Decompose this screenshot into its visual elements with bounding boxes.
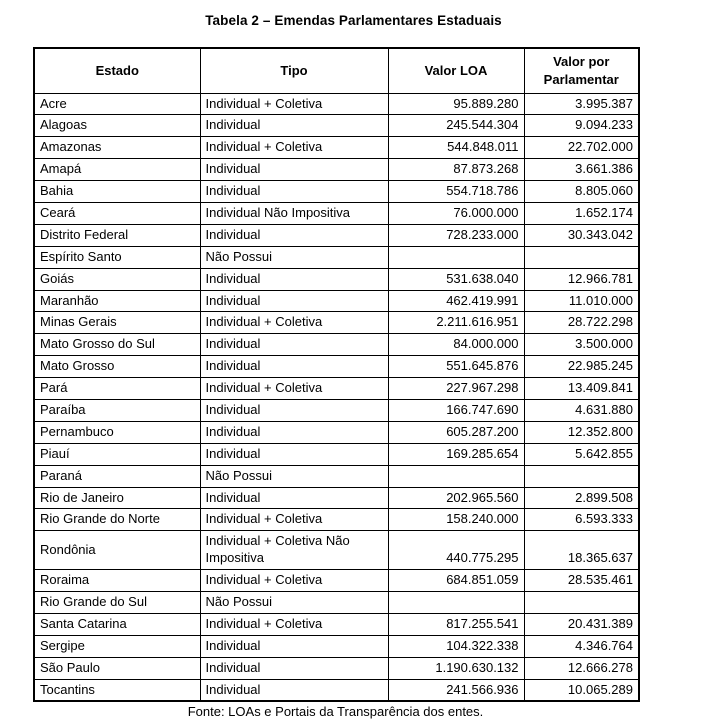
valor-loa-cell bbox=[388, 246, 524, 268]
tipo-cell: Individual bbox=[200, 159, 388, 181]
valor-parlamentar-cell bbox=[524, 465, 639, 487]
valor-parlamentar-cell: 11.010.000 bbox=[524, 290, 639, 312]
valor-parlamentar-cell: 1.652.174 bbox=[524, 202, 639, 224]
estado-cell: Paraíba bbox=[34, 399, 200, 421]
valor-parlamentar-cell: 3.995.387 bbox=[524, 93, 639, 115]
valor-parlamentar-cell: 12.352.800 bbox=[524, 421, 639, 443]
estado-cell: Rio Grande do Norte bbox=[34, 509, 200, 531]
estado-cell: Minas Gerais bbox=[34, 312, 200, 334]
valor-loa-cell bbox=[388, 465, 524, 487]
tipo-cell: Individual + Coletiva Não Impositiva bbox=[200, 531, 388, 570]
table-row bbox=[34, 613, 639, 635]
table-row bbox=[34, 378, 639, 400]
valor-loa-cell: 241.566.936 bbox=[388, 679, 524, 701]
valor-loa-cell: 544.848.011 bbox=[388, 137, 524, 159]
tipo-cell: Individual bbox=[200, 421, 388, 443]
valor-parlamentar-cell: 4.346.764 bbox=[524, 635, 639, 657]
estado-cell: Amazonas bbox=[34, 137, 200, 159]
table-row bbox=[34, 290, 639, 312]
valor-loa-cell: 245.544.304 bbox=[388, 115, 524, 137]
valor-loa-cell: 684.851.059 bbox=[388, 570, 524, 592]
tipo-cell: Individual bbox=[200, 443, 388, 465]
tipo-cell: Individual bbox=[200, 635, 388, 657]
valor-parlamentar-cell: 3.661.386 bbox=[524, 159, 639, 181]
valor-loa-cell: 462.419.991 bbox=[388, 290, 524, 312]
valor-loa-cell: 2.211.616.951 bbox=[388, 312, 524, 334]
valor-parlamentar-cell bbox=[524, 246, 639, 268]
emendas-table bbox=[33, 47, 640, 702]
estado-cell: Espírito Santo bbox=[34, 246, 200, 268]
table-row bbox=[34, 531, 639, 570]
valor-parlamentar-cell: 2.899.508 bbox=[524, 487, 639, 509]
tipo-cell: Individual Não Impositiva bbox=[200, 202, 388, 224]
estado-cell: Maranhão bbox=[34, 290, 200, 312]
table-row bbox=[34, 421, 639, 443]
estado-cell: Acre bbox=[34, 93, 200, 115]
tipo-cell: Individual + Coletiva bbox=[200, 613, 388, 635]
estado-cell: Roraima bbox=[34, 570, 200, 592]
valor-loa-cell: 554.718.786 bbox=[388, 181, 524, 203]
valor-parlamentar-cell: 18.365.637 bbox=[524, 531, 639, 570]
table-row bbox=[34, 679, 639, 701]
tipo-cell: Individual + Coletiva bbox=[200, 378, 388, 400]
table-row bbox=[34, 570, 639, 592]
source-note: Fonte: LOAs e Portais da Transparência dos entes. bbox=[187, 704, 484, 719]
tipo-cell: Não Possui bbox=[200, 465, 388, 487]
header-row bbox=[34, 48, 639, 93]
estado-cell: Distrito Federal bbox=[34, 224, 200, 246]
estado-cell: Paraná bbox=[34, 465, 200, 487]
tipo-cell: Individual + Coletiva bbox=[200, 93, 388, 115]
valor-parlamentar-cell: 28.722.298 bbox=[524, 312, 639, 334]
table-row bbox=[34, 399, 639, 421]
tipo-cell: Individual bbox=[200, 679, 388, 701]
estado-cell: Tocantins bbox=[34, 679, 200, 701]
tipo-cell: Individual bbox=[200, 115, 388, 137]
table-row bbox=[34, 224, 639, 246]
tipo-cell: Individual bbox=[200, 334, 388, 356]
header-valor-parlamentar: Valor por Parlamentar bbox=[524, 48, 639, 93]
table-row bbox=[34, 312, 639, 334]
valor-loa-cell: 227.967.298 bbox=[388, 378, 524, 400]
valor-parlamentar-cell: 4.631.880 bbox=[524, 399, 639, 421]
estado-cell: Amapá bbox=[34, 159, 200, 181]
estado-cell: Piauí bbox=[34, 443, 200, 465]
tipo-cell: Individual + Coletiva bbox=[200, 570, 388, 592]
tipo-cell: Individual + Coletiva bbox=[200, 312, 388, 334]
tipo-cell: Individual bbox=[200, 487, 388, 509]
estado-cell: Pernambuco bbox=[34, 421, 200, 443]
tipo-cell: Individual bbox=[200, 181, 388, 203]
table-row bbox=[34, 487, 639, 509]
estado-cell: Goiás bbox=[34, 268, 200, 290]
valor-loa-cell: 440.775.295 bbox=[388, 531, 524, 570]
tipo-cell: Individual bbox=[200, 268, 388, 290]
valor-loa-cell: 605.287.200 bbox=[388, 421, 524, 443]
valor-parlamentar-cell: 13.409.841 bbox=[524, 378, 639, 400]
tipo-cell: Não Possui bbox=[200, 246, 388, 268]
tipo-cell: Individual bbox=[200, 290, 388, 312]
valor-parlamentar-cell: 10.065.289 bbox=[524, 679, 639, 701]
estado-cell: Rio Grande do Sul bbox=[34, 591, 200, 613]
tipo-cell: Individual bbox=[200, 224, 388, 246]
valor-parlamentar-cell: 22.702.000 bbox=[524, 137, 639, 159]
valor-parlamentar-cell: 5.642.855 bbox=[524, 443, 639, 465]
estado-cell: Mato Grosso bbox=[34, 356, 200, 378]
valor-parlamentar-cell: 12.666.278 bbox=[524, 657, 639, 679]
valor-parlamentar-cell bbox=[524, 591, 639, 613]
table-row bbox=[34, 202, 639, 224]
table-row bbox=[34, 246, 639, 268]
table-row bbox=[34, 465, 639, 487]
table-row bbox=[34, 635, 639, 657]
table-row bbox=[34, 137, 639, 159]
table-row bbox=[34, 443, 639, 465]
valor-parlamentar-cell: 28.535.461 bbox=[524, 570, 639, 592]
tipo-cell: Individual bbox=[200, 399, 388, 421]
table-row bbox=[34, 356, 639, 378]
valor-loa-cell: 158.240.000 bbox=[388, 509, 524, 531]
valor-loa-cell: 95.889.280 bbox=[388, 93, 524, 115]
valor-loa-cell: 202.965.560 bbox=[388, 487, 524, 509]
estado-cell: Santa Catarina bbox=[34, 613, 200, 635]
page-title: Tabela 2 – Emendas Parlamentares Estaduais bbox=[205, 13, 502, 28]
header-valor-loa: Valor LOA bbox=[388, 48, 524, 93]
table-row bbox=[34, 159, 639, 181]
table-row bbox=[34, 93, 639, 115]
table-row bbox=[34, 591, 639, 613]
valor-loa-cell: 84.000.000 bbox=[388, 334, 524, 356]
table-row bbox=[34, 181, 639, 203]
tipo-cell: Individual bbox=[200, 657, 388, 679]
estado-cell: Ceará bbox=[34, 202, 200, 224]
tipo-cell: Individual + Coletiva bbox=[200, 509, 388, 531]
estado-cell: Rio de Janeiro bbox=[34, 487, 200, 509]
valor-loa-cell: 551.645.876 bbox=[388, 356, 524, 378]
estado-cell: São Paulo bbox=[34, 657, 200, 679]
valor-loa-cell: 104.322.338 bbox=[388, 635, 524, 657]
valor-parlamentar-cell: 9.094.233 bbox=[524, 115, 639, 137]
tipo-cell: Individual + Coletiva bbox=[200, 137, 388, 159]
table-body bbox=[34, 93, 639, 701]
header-estado: Estado bbox=[34, 48, 200, 93]
valor-loa-cell: 817.255.541 bbox=[388, 613, 524, 635]
valor-parlamentar-cell: 8.805.060 bbox=[524, 181, 639, 203]
valor-loa-cell: 76.000.000 bbox=[388, 202, 524, 224]
table-row bbox=[34, 509, 639, 531]
valor-loa-cell: 1.190.630.132 bbox=[388, 657, 524, 679]
table-row bbox=[34, 657, 639, 679]
valor-loa-cell: 728.233.000 bbox=[388, 224, 524, 246]
tipo-cell: Individual bbox=[200, 356, 388, 378]
valor-parlamentar-cell: 30.343.042 bbox=[524, 224, 639, 246]
valor-loa-cell: 531.638.040 bbox=[388, 268, 524, 290]
tipo-cell: Não Possui bbox=[200, 591, 388, 613]
valor-parlamentar-cell: 22.985.245 bbox=[524, 356, 639, 378]
estado-cell: Sergipe bbox=[34, 635, 200, 657]
estado-cell: Rondônia bbox=[34, 531, 200, 570]
estado-cell: Bahia bbox=[34, 181, 200, 203]
valor-parlamentar-cell: 20.431.389 bbox=[524, 613, 639, 635]
valor-parlamentar-cell: 3.500.000 bbox=[524, 334, 639, 356]
table-row bbox=[34, 115, 639, 137]
valor-loa-cell bbox=[388, 591, 524, 613]
valor-loa-cell: 166.747.690 bbox=[388, 399, 524, 421]
valor-loa-cell: 87.873.268 bbox=[388, 159, 524, 181]
table-row bbox=[34, 268, 639, 290]
valor-parlamentar-cell: 12.966.781 bbox=[524, 268, 639, 290]
estado-cell: Pará bbox=[34, 378, 200, 400]
header-tipo: Tipo bbox=[200, 48, 388, 93]
estado-cell: Alagoas bbox=[34, 115, 200, 137]
table-row bbox=[34, 334, 639, 356]
valor-loa-cell: 169.285.654 bbox=[388, 443, 524, 465]
valor-parlamentar-cell: 6.593.333 bbox=[524, 509, 639, 531]
estado-cell: Mato Grosso do Sul bbox=[34, 334, 200, 356]
table-header bbox=[34, 48, 639, 93]
